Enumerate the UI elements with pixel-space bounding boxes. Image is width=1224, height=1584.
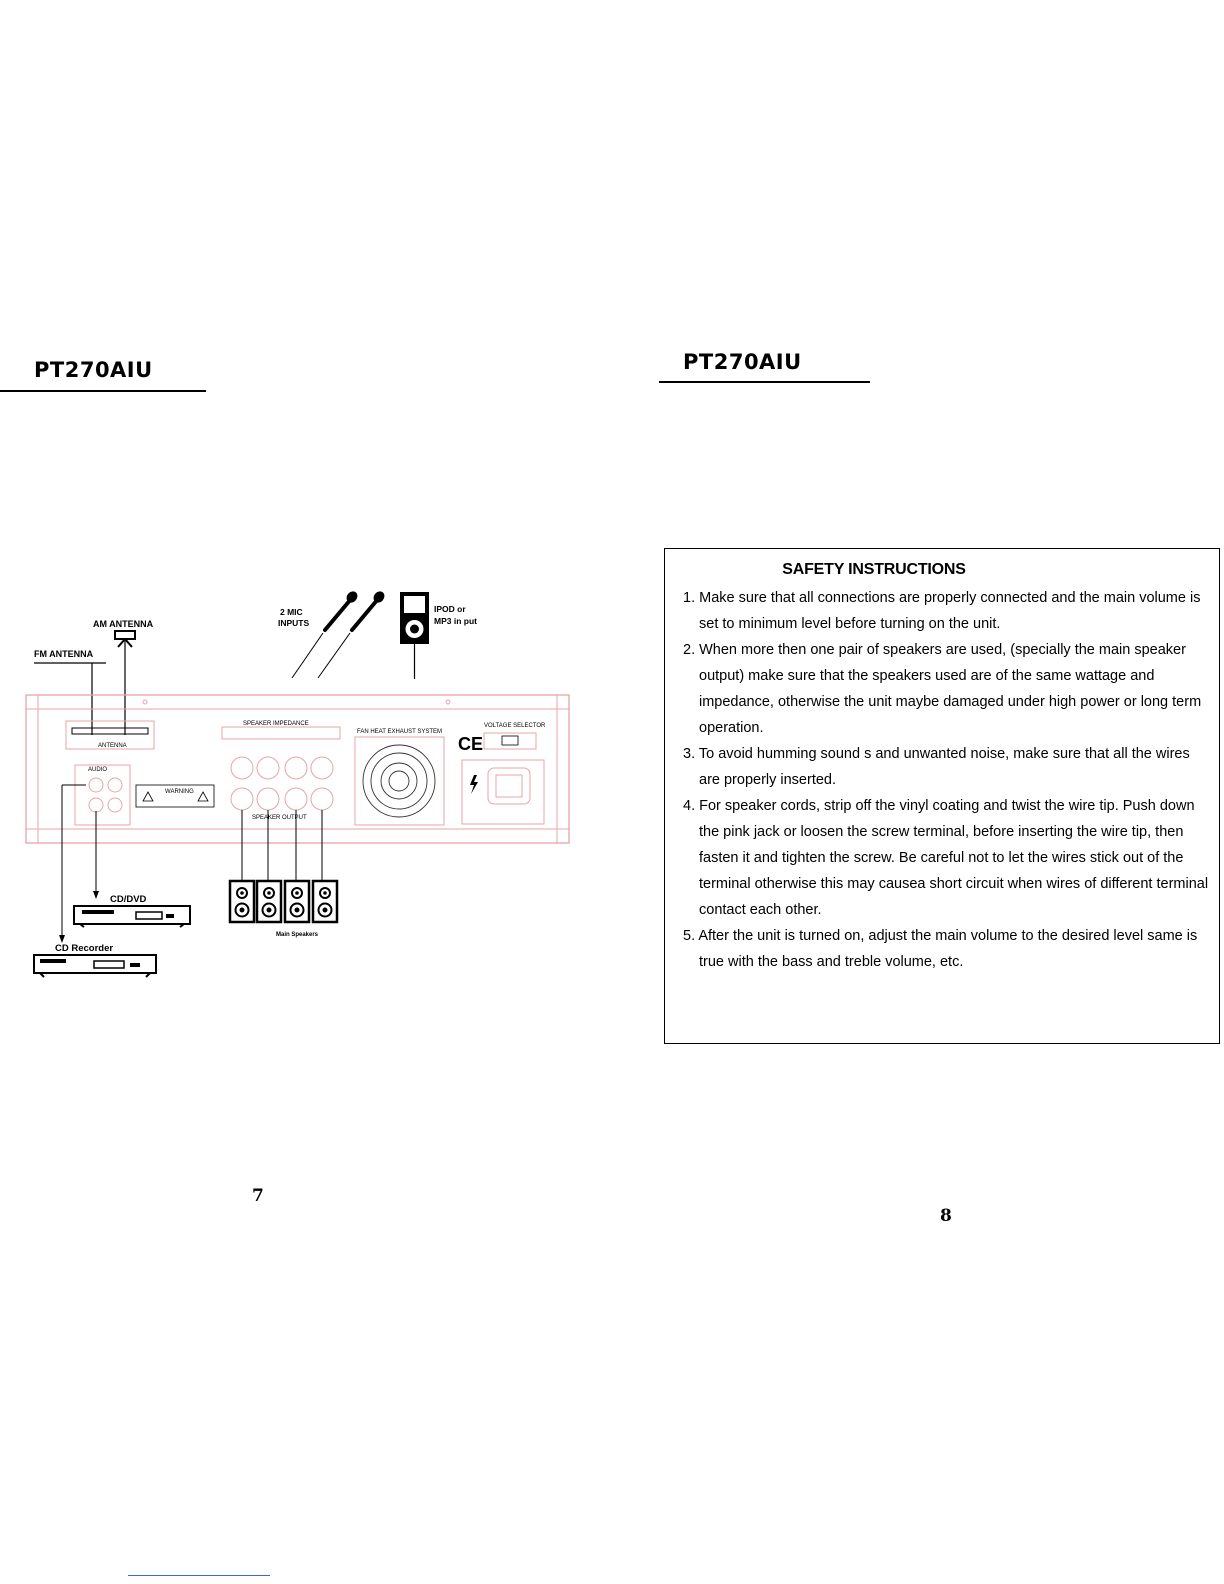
fm-antenna-label: FM ANTENNA xyxy=(34,649,94,659)
bottom-link-underline xyxy=(128,1575,270,1576)
speaker-impedance-label: SPEAKER IMPEDANCE xyxy=(243,721,309,727)
safety-instructions-box xyxy=(664,548,1220,1044)
ipod-label-line1: IPOD or xyxy=(434,604,466,614)
right-title-rule xyxy=(659,381,870,383)
mic-inputs-label-line1: 2 MIC xyxy=(280,607,303,617)
main-speakers-label: Main Speakers xyxy=(276,932,319,938)
left-title-rule xyxy=(0,390,206,392)
rear-panel-connection-diagram xyxy=(0,585,600,1005)
audio-panel-label: AUDIO xyxy=(88,767,108,773)
cd-recorder-label: CD Recorder xyxy=(55,943,114,954)
ipod-icon xyxy=(400,592,429,679)
left-page-number: 7 xyxy=(252,1186,264,1206)
cd-dvd-player-icon xyxy=(74,906,190,927)
speaker-icon xyxy=(230,881,337,922)
speaker-output-label: SPEAKER OUTPUT xyxy=(252,815,307,821)
am-antenna-icon xyxy=(115,631,135,735)
warning-label: WARNING xyxy=(165,789,194,795)
fm-antenna-icon xyxy=(34,663,106,735)
microphone-icon xyxy=(292,589,387,678)
ce-mark: CE xyxy=(458,734,484,754)
safety-item: 4. For speaker cords, strip off the vinyl coating and twist the wire tip. Push down the pink jack or loosen the screw terminal, before inserting the wire tip, then fasten it and tighten the screw. Be careful not to let the wires stick out of the terminal otherwise this may causea short circuit when wires of different terminal contact each other. xyxy=(683,798,1209,918)
cd-dvd-label: CD/DVD xyxy=(110,894,147,905)
safety-item: 1. Make sure that all connections are properly connected and the main volume is set to minimum level before turning on the unit. xyxy=(683,590,1201,632)
antenna-panel-label: ANTENNA xyxy=(98,743,127,749)
mic-inputs-label-line2: INPUTS xyxy=(278,618,310,628)
left-model-title: PT270AIU xyxy=(34,358,153,382)
safety-instructions-title: SAFETY INSTRUCTIONS xyxy=(782,561,966,578)
safety-item: 5. After the unit is turned on, adjust the main volume to the desired level same is true with the bass and treble volume, etc. xyxy=(683,928,1198,970)
safety-item: 2. When more then one pair of speakers are used, (specially the main speaker output) make sure that the speakers used are of the same wattage and impedance, otherwise the unit maybe damaged under high power or long term operation. xyxy=(683,642,1202,736)
safety-item: 3. To avoid humming sound s and unwanted noise, make sure that all the wires are properly inserted. xyxy=(683,746,1190,788)
amplifier-rear-panel xyxy=(26,695,569,843)
ipod-label-line2: MP3 in put xyxy=(434,616,477,626)
fan-label: FAN HEAT EXHAUST SYSTEM xyxy=(357,729,443,735)
safety-instructions-list xyxy=(683,585,1213,975)
cd-recorder-icon xyxy=(34,955,156,977)
right-page-number: 8 xyxy=(940,1206,952,1226)
am-antenna-label: AM ANTENNA xyxy=(93,619,154,629)
voltage-selector-label: VOLTAGE SELECTOR xyxy=(484,723,546,729)
audio-cables xyxy=(59,785,99,943)
right-model-title: PT270AIU xyxy=(683,350,802,374)
